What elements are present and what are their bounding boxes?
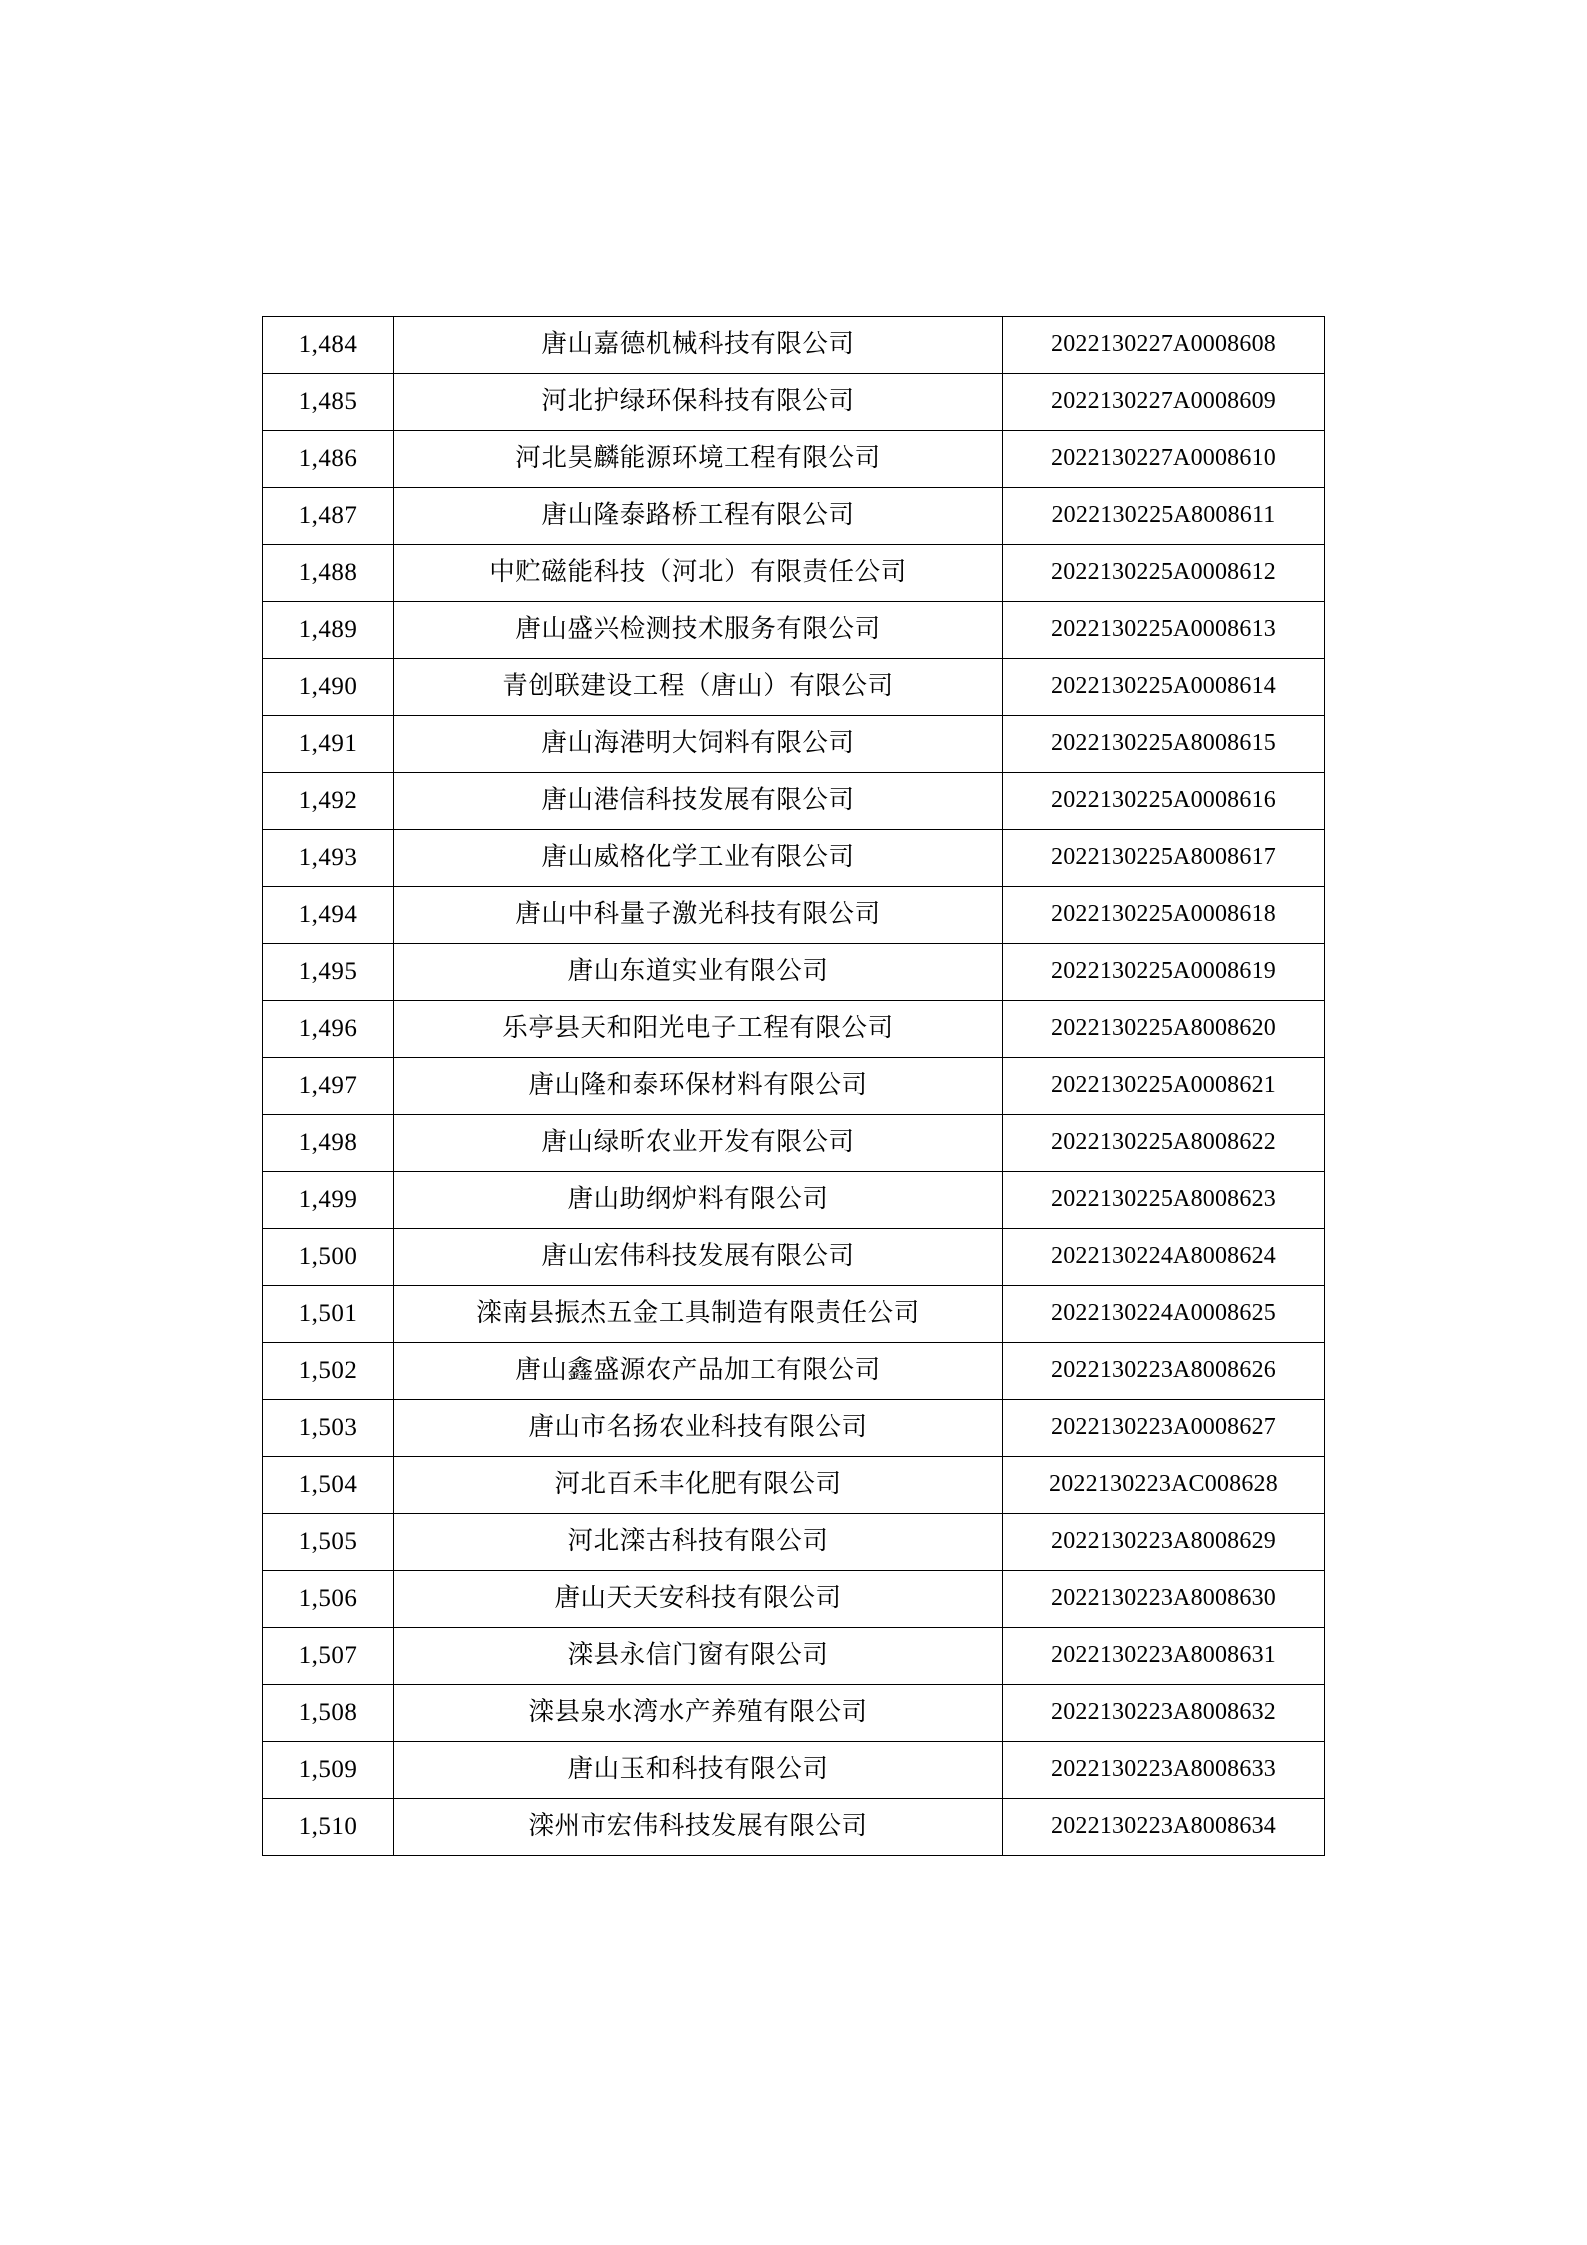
cell-registration-code: 2022130223A8008630 [1003,1571,1325,1628]
cell-sequence-number: 1,510 [263,1799,394,1856]
cell-registration-code: 2022130224A0008625 [1003,1286,1325,1343]
cell-company-name: 唐山隆泰路桥工程有限公司 [394,488,1003,545]
cell-company-name: 唐山嘉德机械科技有限公司 [394,317,1003,374]
cell-registration-code: 2022130225A0008616 [1003,773,1325,830]
cell-sequence-number: 1,508 [263,1685,394,1742]
cell-sequence-number: 1,509 [263,1742,394,1799]
cell-registration-code: 2022130224A8008624 [1003,1229,1325,1286]
cell-company-name: 河北护绿环保科技有限公司 [394,374,1003,431]
cell-company-name: 唐山玉和科技有限公司 [394,1742,1003,1799]
cell-sequence-number: 1,486 [263,431,394,488]
cell-company-name: 唐山港信科技发展有限公司 [394,773,1003,830]
cell-registration-code: 2022130225A0008613 [1003,602,1325,659]
cell-sequence-number: 1,499 [263,1172,394,1229]
cell-company-name: 唐山东道实业有限公司 [394,944,1003,1001]
table-row [263,1514,1325,1571]
table-row [263,1172,1325,1229]
cell-company-name: 唐山盛兴检测技术服务有限公司 [394,602,1003,659]
cell-company-name: 唐山天天安科技有限公司 [394,1571,1003,1628]
cell-company-name: 唐山市名扬农业科技有限公司 [394,1400,1003,1457]
cell-sequence-number: 1,495 [263,944,394,1001]
cell-registration-code: 2022130225A0008621 [1003,1058,1325,1115]
cell-sequence-number: 1,484 [263,317,394,374]
table-row [263,1058,1325,1115]
cell-company-name: 河北滦古科技有限公司 [394,1514,1003,1571]
table-row [263,830,1325,887]
table-row [263,716,1325,773]
cell-registration-code: 2022130223A8008632 [1003,1685,1325,1742]
cell-sequence-number: 1,502 [263,1343,394,1400]
table-row [263,1628,1325,1685]
cell-company-name: 唐山威格化学工业有限公司 [394,830,1003,887]
table-row [263,545,1325,602]
cell-sequence-number: 1,493 [263,830,394,887]
cell-company-name: 唐山助纲炉料有限公司 [394,1172,1003,1229]
table-row [263,374,1325,431]
cell-sequence-number: 1,497 [263,1058,394,1115]
cell-sequence-number: 1,496 [263,1001,394,1058]
table-row [263,773,1325,830]
cell-registration-code: 2022130223AC008628 [1003,1457,1325,1514]
table-row [263,1229,1325,1286]
cell-company-name: 滦南县振杰五金工具制造有限责任公司 [394,1286,1003,1343]
cell-sequence-number: 1,504 [263,1457,394,1514]
table-row [263,659,1325,716]
cell-sequence-number: 1,503 [263,1400,394,1457]
table-row [263,1685,1325,1742]
cell-company-name: 唐山海港明大饲料有限公司 [394,716,1003,773]
cell-company-name: 滦县泉水湾水产养殖有限公司 [394,1685,1003,1742]
cell-company-name: 河北昊麟能源环境工程有限公司 [394,431,1003,488]
table-row [263,1457,1325,1514]
cell-registration-code: 2022130225A0008614 [1003,659,1325,716]
cell-registration-code: 2022130227A0008610 [1003,431,1325,488]
cell-registration-code: 2022130227A0008608 [1003,317,1325,374]
cell-company-name: 滦县永信门窗有限公司 [394,1628,1003,1685]
cell-registration-code: 2022130223A8008633 [1003,1742,1325,1799]
cell-company-name: 唐山隆和泰环保材料有限公司 [394,1058,1003,1115]
table-row [263,887,1325,944]
cell-registration-code: 2022130227A0008609 [1003,374,1325,431]
cell-sequence-number: 1,488 [263,545,394,602]
table-row [263,1343,1325,1400]
table-body [263,317,1325,1856]
cell-registration-code: 2022130223A0008627 [1003,1400,1325,1457]
cell-sequence-number: 1,507 [263,1628,394,1685]
table-row [263,317,1325,374]
cell-company-name: 青创联建设工程（唐山）有限公司 [394,659,1003,716]
table-row [263,1799,1325,1856]
cell-company-name: 唐山宏伟科技发展有限公司 [394,1229,1003,1286]
cell-registration-code: 2022130225A8008622 [1003,1115,1325,1172]
cell-registration-code: 2022130225A8008615 [1003,716,1325,773]
cell-registration-code: 2022130223A8008634 [1003,1799,1325,1856]
cell-sequence-number: 1,485 [263,374,394,431]
cell-sequence-number: 1,487 [263,488,394,545]
cell-company-name: 乐亭县天和阳光电子工程有限公司 [394,1001,1003,1058]
table-row [263,1571,1325,1628]
cell-sequence-number: 1,490 [263,659,394,716]
cell-company-name: 河北百禾丰化肥有限公司 [394,1457,1003,1514]
cell-registration-code: 2022130225A8008623 [1003,1172,1325,1229]
cell-sequence-number: 1,506 [263,1571,394,1628]
cell-sequence-number: 1,498 [263,1115,394,1172]
cell-sequence-number: 1,491 [263,716,394,773]
cell-registration-code: 2022130225A8008617 [1003,830,1325,887]
table-row [263,1400,1325,1457]
cell-registration-code: 2022130223A8008631 [1003,1628,1325,1685]
cell-sequence-number: 1,501 [263,1286,394,1343]
cell-registration-code: 2022130225A8008620 [1003,1001,1325,1058]
cell-company-name: 唐山绿昕农业开发有限公司 [394,1115,1003,1172]
cell-registration-code: 2022130223A8008626 [1003,1343,1325,1400]
cell-registration-code: 2022130225A0008619 [1003,944,1325,1001]
cell-company-name: 唐山鑫盛源农产品加工有限公司 [394,1343,1003,1400]
company-registration-table [262,316,1325,1856]
table-row [263,1001,1325,1058]
table-row [263,1742,1325,1799]
cell-registration-code: 2022130225A8008611 [1003,488,1325,545]
cell-sequence-number: 1,500 [263,1229,394,1286]
table-row [263,602,1325,659]
table-row [263,431,1325,488]
table-row [263,944,1325,1001]
table-row [263,488,1325,545]
cell-sequence-number: 1,494 [263,887,394,944]
cell-registration-code: 2022130223A8008629 [1003,1514,1325,1571]
cell-company-name: 中贮磁能科技（河北）有限责任公司 [394,545,1003,602]
cell-registration-code: 2022130225A0008612 [1003,545,1325,602]
cell-sequence-number: 1,505 [263,1514,394,1571]
table-row [263,1286,1325,1343]
cell-sequence-number: 1,492 [263,773,394,830]
table-row [263,1115,1325,1172]
cell-company-name: 滦州市宏伟科技发展有限公司 [394,1799,1003,1856]
cell-sequence-number: 1,489 [263,602,394,659]
cell-registration-code: 2022130225A0008618 [1003,887,1325,944]
cell-company-name: 唐山中科量子激光科技有限公司 [394,887,1003,944]
